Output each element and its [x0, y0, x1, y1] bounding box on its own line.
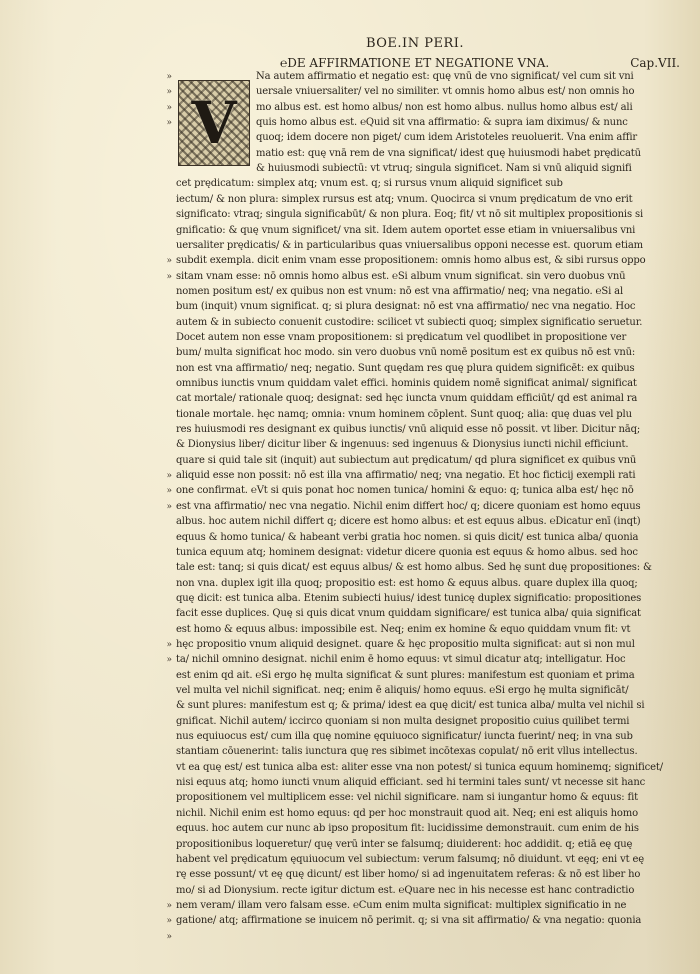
chapter-label: Cap.VII. — [630, 56, 680, 70]
text-line: propositionem vel multiplicem esse: vel nichil significare. nam si iungantur homo & equus: fit — [176, 792, 638, 804]
text-line: gnificat. Nichil autem/ iccirco quoniam si non multa designet propositio cuius quilibet termi — [176, 715, 630, 727]
marginal-marker: » — [166, 639, 172, 650]
text-line: facit esse duplices. Quę si quis dicat vnum quiddam significare/ est tunica alba/ quia significat — [176, 608, 641, 620]
text-line: quę dicit: est tunica alba. Etenim subiecti huius/ idest tunicę duplex significatio: propositiones — [176, 592, 642, 604]
marginal-marker: » — [166, 916, 172, 927]
text-line: nisi equus atq; homo iuncti vnum aliquid efficiant. sed hi termini tales sunt/ vt necesse sit hanc — [176, 777, 646, 789]
marginal-marker: » — [166, 501, 172, 512]
text-line: cat mortale/ rationale quoq; designat: sed hęc iuncta vnum quiddam efficiūt/ qd est animal ra — [176, 393, 638, 405]
text-line: & Dionysius liber/ dicitur liber & ingenuus: sed ingenuus & Dionysius iuncti nichil efficiunt. — [176, 439, 629, 451]
text-line: quare si quid tale sit (inquit) aut subiectum aut prędicatum/ qd plura significet ex quibus vnū — [176, 454, 637, 466]
text-line: omnibus iunctis vnum quiddam valet effici. hominis quidem nomē significat animal/ significat — [176, 378, 637, 389]
text-line: tionale mortale. hęc namq; omnia: vnum hominem cōplent. Sunt quoq; alia: quę duas vel plu — [176, 408, 632, 420]
text-line: tunica equum atq; hominem designat: videtur dicere quonia est equus & homo albus. sed hoc — [176, 546, 638, 558]
text-line: & sunt plures: manifestum est q; & prima/ idest ea quę dicit/ est tunica alba/ multa vel nichil si — [176, 700, 645, 712]
text-line: rę esse possunt/ vt eę quę dicunt/ est liber homo/ si ad ingenuitatem referas: & nō est liber ho — [176, 869, 641, 881]
marginal-marker: » — [166, 102, 172, 113]
text-line: iectum/ & non plura: simplex rursus est atq; vnum. Quocirca si vnum prędicatum de vno erit — [176, 193, 633, 205]
text-line: cet prędicatum: simplex atq; vnum est. q; si rursus vnum aliquid significet sub — [176, 178, 563, 190]
text-line: matio est: quę vnā rem de vna significat/ idest quę huiusmodi habet prędicatū — [256, 147, 641, 159]
text-line: mo albus est. est homo albus/ non est homo albus. nullus homo albus est/ ali — [256, 101, 633, 113]
text-line: Na autem affirmatio et negatio est: quę vnū de vno significat/ vel cum sit vni — [256, 71, 634, 82]
marginal-marker: » — [166, 471, 172, 482]
running-head: BOE.IN PERI. — [365, 36, 464, 51]
text-line: autem & in subiecto conuenit custodire: scilicet vt subiecti quoq; simplex significatio seruetur. — [176, 316, 643, 328]
text-line: bum/ multa significat hoc modo. sin vero duobus vnū nomē positum est ex quibus nō est vnū: — [176, 347, 636, 359]
text-line: aliquid esse non possit: nō est illa vna affirmatio/ neq; vna negatio. Et hoc ficticij exempli rati — [176, 470, 636, 482]
text-line: uersale vniuersaliter/ vel no similiter. vt omnis homo albus est/ non omnis ho — [256, 86, 635, 98]
text-line: vt ea quę est/ est tunica alba est: aliter esse vna non potest/ si tunica equum hominemq; significet/ — [176, 761, 663, 773]
text-line: tale est: tanq; si quis dicat/ est equus albus/ & est homo albus. Sed hę sunt duę propositiones: & — [176, 562, 652, 574]
marginal-marker: » — [166, 118, 172, 129]
text-line: quis homo albus est. ℮Quid sit vna affirmatio: & supra iam diximus/ & nunc — [256, 117, 628, 129]
text-line: Docet autem non esse vnam propositionem: si prędicatum vel quodlibet in propositione ver — [176, 331, 627, 343]
text-line: habent vel prędicatum ęquiuocum vel subiectum: verum falsumq; nō diuidunt. vt eęq; eni vt eę — [176, 853, 645, 865]
text-line: subdit exempla. dicit enim vnam esse propositionem: omnis homo albus est, & sibi rursus oppo — [176, 255, 646, 267]
marginal-marker: » — [166, 72, 172, 82]
marginal-marker: » — [166, 486, 172, 497]
decorated-initial — [178, 80, 250, 166]
text-line: equus. hoc autem cur nunc ab ipso propositum fit: lucidissime demonstrauit. cum enim de his — [176, 823, 639, 835]
marginal-marker: » — [166, 931, 172, 942]
marginal-markers — [148, 0, 172, 974]
text-line: stantiam cōuenerint: talis iunctura quę res sibimet incōtexas copulat/ nō erit vllus intellectus. — [176, 746, 638, 758]
text-line: hęc propositio vnum aliquid designet. quare & hęc propositio multa significat: aut si non mul — [176, 638, 635, 650]
chapter-title: ℮DE AFFIRMATIONE ET NEGATIONE VNA. — [280, 56, 550, 70]
text-line: albus. hoc autem nichil differt q; dicere est homo albus: et est equus albus. ℮Dicatur enī (inqt) — [176, 516, 641, 528]
text-line: significato: vtraq; singula significabūt/ & non plura. Eoq; fit/ vt nō sit multiplex propositionis si — [176, 209, 644, 221]
text-line: nus equiuocus est/ cum illa quę nomine ęquiuoco significatur/ iuncta fuerint/ neq; in vna sub — [176, 731, 633, 743]
text-line: propositionibus loqueretur/ quę verū inter se falsumq; diuiderent: hoc addidit. q; etiā eę quę — [176, 838, 633, 850]
text-line: uersaliter prędicatis/ & in particularibus quas vniuersalibus opponi necesse est. quorum etiam — [176, 239, 644, 251]
text-line: gnificatio: & quę vnum significet/ vna sit. Idem autem oportet esse etiam in vniuersalibus vni — [176, 224, 636, 236]
text-line: bum (inquit) vnum significat. q; si plura designat: nō est vna affirmatio/ nec vna negatio. Hoc — [176, 301, 636, 313]
initial-letter: V — [191, 89, 237, 157]
text-line: equus & homo tunica/ & habeant verbi gratia hoc nomen. si quis dicit/ est tunica alba/ quonia — [176, 531, 639, 543]
text-line: sitam vnam esse: nō omnis homo albus est. ℮Si album vnum significat. sin vero duobus vnū — [176, 270, 626, 282]
text-line: gatione/ atq; affirmatione se inuicem nō perimit. q; si vna sit affirmatio/ & vna negatio: quonia — [176, 915, 642, 927]
text-line: res huiusmodi res designant ex quibus iunctis/ vnū aliquid esse nō possit. vt liber. Dicitur nāq; — [176, 424, 641, 436]
marginal-marker: » — [166, 87, 172, 98]
text-line: & huiusmodi subiectū: vt vtruq; singula significet. Nam si vnū aliquid signifi — [256, 163, 632, 175]
text-line: nomen positum est/ ex quibus non est vnum: nō est vna affirmatio/ neq; vna negatio. ℮Si al — [176, 285, 624, 297]
marginal-marker: » — [166, 900, 172, 911]
text-line: est enim qd ait. ℮Si ergo hę multa significat & sunt plures: manifestum est quoniam et prima — [176, 669, 635, 681]
marginal-marker: » — [166, 256, 172, 267]
text-line: non est vna affirmatio/ neq; negatio. Sunt quędam res quę plura quidem significēt: ex quibus — [176, 362, 635, 374]
marginal-marker: » — [166, 271, 172, 282]
text-line: est vna affirmatio/ nec vna negatio. Nichil enim differt hoc/ q; dicere quoniam est homo equus — [176, 500, 641, 512]
marginal-marker: » — [166, 655, 172, 666]
text-line: nichil. Nichil enim est homo equus: qd per hoc monstrauit quod ait. Neq; eni est aliquis homo — [176, 807, 638, 819]
text-line: mo/ si ad Dionysium. recte igitur dictum est. ℮Quare nec in his necesse est hanc contradictio — [176, 884, 635, 896]
text-line: ta/ nichil omnino designat. nichil enim ē homo equus: vt simul dicatur atq; intelligatur. Hoc — [176, 654, 626, 666]
text-line: nem veram/ illam vero falsam esse. ℮Cum enim multa significat: multiplex significatio in ne — [176, 899, 627, 911]
text-line: vel multa vel nichil significat. neq; enim ē aliquis/ homo equus. ℮Si ergo hę multa significāt/ — [176, 685, 629, 696]
text-line: non vna. duplex igit illa quoq; propositio est: est homo & equus albus. quare duplex illa quoq; — [176, 577, 638, 589]
text-line: quoq; idem docere non piget/ cum idem Aristoteles reuoluerit. Vna enim affir — [256, 132, 638, 144]
text-line: est homo & equus albus: impossibile est. Neq; enim ex homine & equo quiddam vnum fit: vt — [176, 623, 631, 635]
text-line: one confirmat. ℮Vt si quis ponat hoc nomen tunica/ homini & equo: q; tunica alba est/ hęc nō — [176, 485, 634, 497]
